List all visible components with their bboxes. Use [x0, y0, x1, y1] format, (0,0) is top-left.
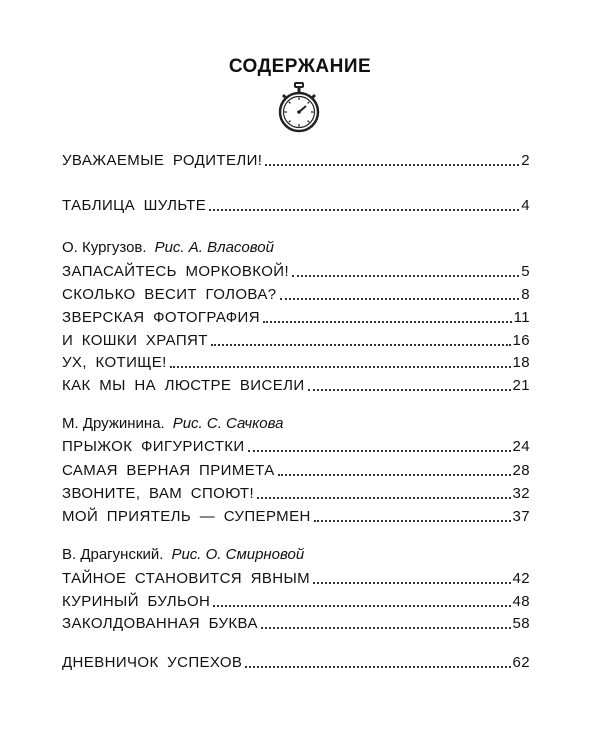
toc-entry-page: 48: [512, 593, 530, 610]
toc-entry-title: УВАЖАЕМЫЕ РОДИТЕЛИ!: [62, 152, 263, 169]
toc-entry-title: УХ, КОТИЩЕ!: [62, 354, 167, 371]
toc-leader-dots: [257, 497, 510, 499]
toc-entry[interactable]: [62, 350, 530, 372]
toc-entry[interactable]: [62, 481, 530, 503]
toc-entry-title: КУРИНЫЙ БУЛЬОН: [62, 593, 211, 610]
toc-leader-dots: [292, 275, 519, 277]
toc-entry-title: И КОШКИ ХРАПЯТ: [62, 332, 208, 349]
toc-entry-page: 18: [512, 354, 530, 371]
section-illustrator: Рис. С. Сачкова: [172, 415, 284, 432]
toc-leader-dots: [308, 389, 511, 391]
toc-leader-dots: [278, 474, 511, 476]
toc-entry-page: 62: [512, 654, 530, 671]
toc-entry[interactable]: [62, 589, 530, 611]
toc-entry-page: 42: [512, 570, 530, 587]
toc-entry-title: КАК МЫ НА ЛЮСТРЕ ВИСЕЛИ: [62, 377, 305, 394]
toc-leader-dots: [263, 321, 512, 323]
toc-entry-page: 24: [512, 438, 530, 455]
section-author: О. Кургузов.: [62, 239, 147, 256]
toc-leader-dots: [314, 520, 511, 522]
toc-entry-title: МОЙ ПРИЯТЕЛЬ — СУПЕРМЕН: [62, 508, 311, 525]
toc-entry[interactable]: [62, 305, 530, 327]
toc-entry-title: ЗВОНИТЕ, ВАМ СПОЮТ!: [62, 485, 255, 502]
toc-entry-title: ЗВЕРСКАЯ ФОТОГРАФИЯ: [62, 309, 260, 326]
toc-entry[interactable]: [62, 504, 530, 526]
toc-entry[interactable]: [62, 434, 530, 456]
toc-entry-page: 11: [513, 309, 530, 326]
section-author: М. Дружинина.: [62, 415, 165, 432]
toc-leader-dots: [313, 582, 510, 584]
section-author-line: [62, 411, 283, 433]
toc-leader-dots: [280, 298, 520, 300]
toc-entry[interactable]: [62, 458, 530, 480]
toc-entry[interactable]: [62, 328, 530, 350]
toc-entry-page: 21: [512, 377, 530, 394]
toc-entry-page: 58: [512, 615, 530, 632]
section-author-line: [62, 235, 274, 257]
toc-leader-dots: [248, 450, 511, 452]
toc-entry-title: ТАБЛИЦА ШУЛЬТЕ: [62, 197, 207, 214]
toc-entry[interactable]: [62, 282, 530, 304]
section-illustrator: Рис. О. Смирновой: [171, 546, 305, 563]
toc-entry-page: 2: [521, 152, 530, 169]
toc-entry-title: ЗАПАСАЙТЕСЬ МОРКОВКОЙ!: [62, 263, 290, 280]
toc-entry[interactable]: [62, 148, 530, 170]
toc-entry[interactable]: [62, 259, 530, 281]
toc-entry-page: 4: [521, 197, 530, 214]
stopwatch-icon: [274, 82, 324, 134]
section-author: В. Драгунский.: [62, 546, 164, 563]
toc-entry[interactable]: [62, 650, 530, 672]
toc-entry-page: 28: [512, 462, 530, 479]
toc-entry-page: 37: [512, 508, 530, 525]
toc-leader-dots: [170, 366, 511, 368]
toc-entry-page: 8: [521, 286, 530, 303]
page-title: СОДЕРЖАНИЕ: [228, 56, 372, 77]
toc-leader-dots: [213, 605, 510, 607]
toc-entry[interactable]: [62, 566, 530, 588]
toc-entry[interactable]: [62, 193, 530, 215]
toc-leader-dots: [261, 627, 511, 629]
section-illustrator: Рис. А. Власовой: [154, 239, 274, 256]
toc-entry-title: СКОЛЬКО ВЕСИТ ГОЛОВА?: [62, 286, 277, 303]
toc-entry-title: ЗАКОЛДОВАННАЯ БУКВА: [62, 615, 258, 632]
toc-entry[interactable]: [62, 611, 530, 633]
section-author-line: [62, 542, 304, 564]
toc-entry-page: 16: [512, 332, 530, 349]
toc-leader-dots: [211, 344, 511, 346]
toc-entry-page: 5: [521, 263, 530, 280]
toc-leader-dots: [209, 209, 519, 211]
toc-entry-title: ТАЙНОЕ СТАНОВИТСЯ ЯВНЫМ: [62, 570, 311, 587]
toc-entry[interactable]: [62, 373, 530, 395]
toc-entry-title: САМАЯ ВЕРНАЯ ПРИМЕТА: [62, 462, 275, 479]
toc-leader-dots: [265, 164, 519, 166]
toc-entry-page: 32: [512, 485, 530, 502]
toc-entry-title: ПРЫЖОК ФИГУРИСТКИ: [62, 438, 245, 455]
toc-leader-dots: [245, 666, 510, 668]
toc-entry-title: ДНЕВНИЧОК УСПЕХОВ: [62, 654, 243, 671]
